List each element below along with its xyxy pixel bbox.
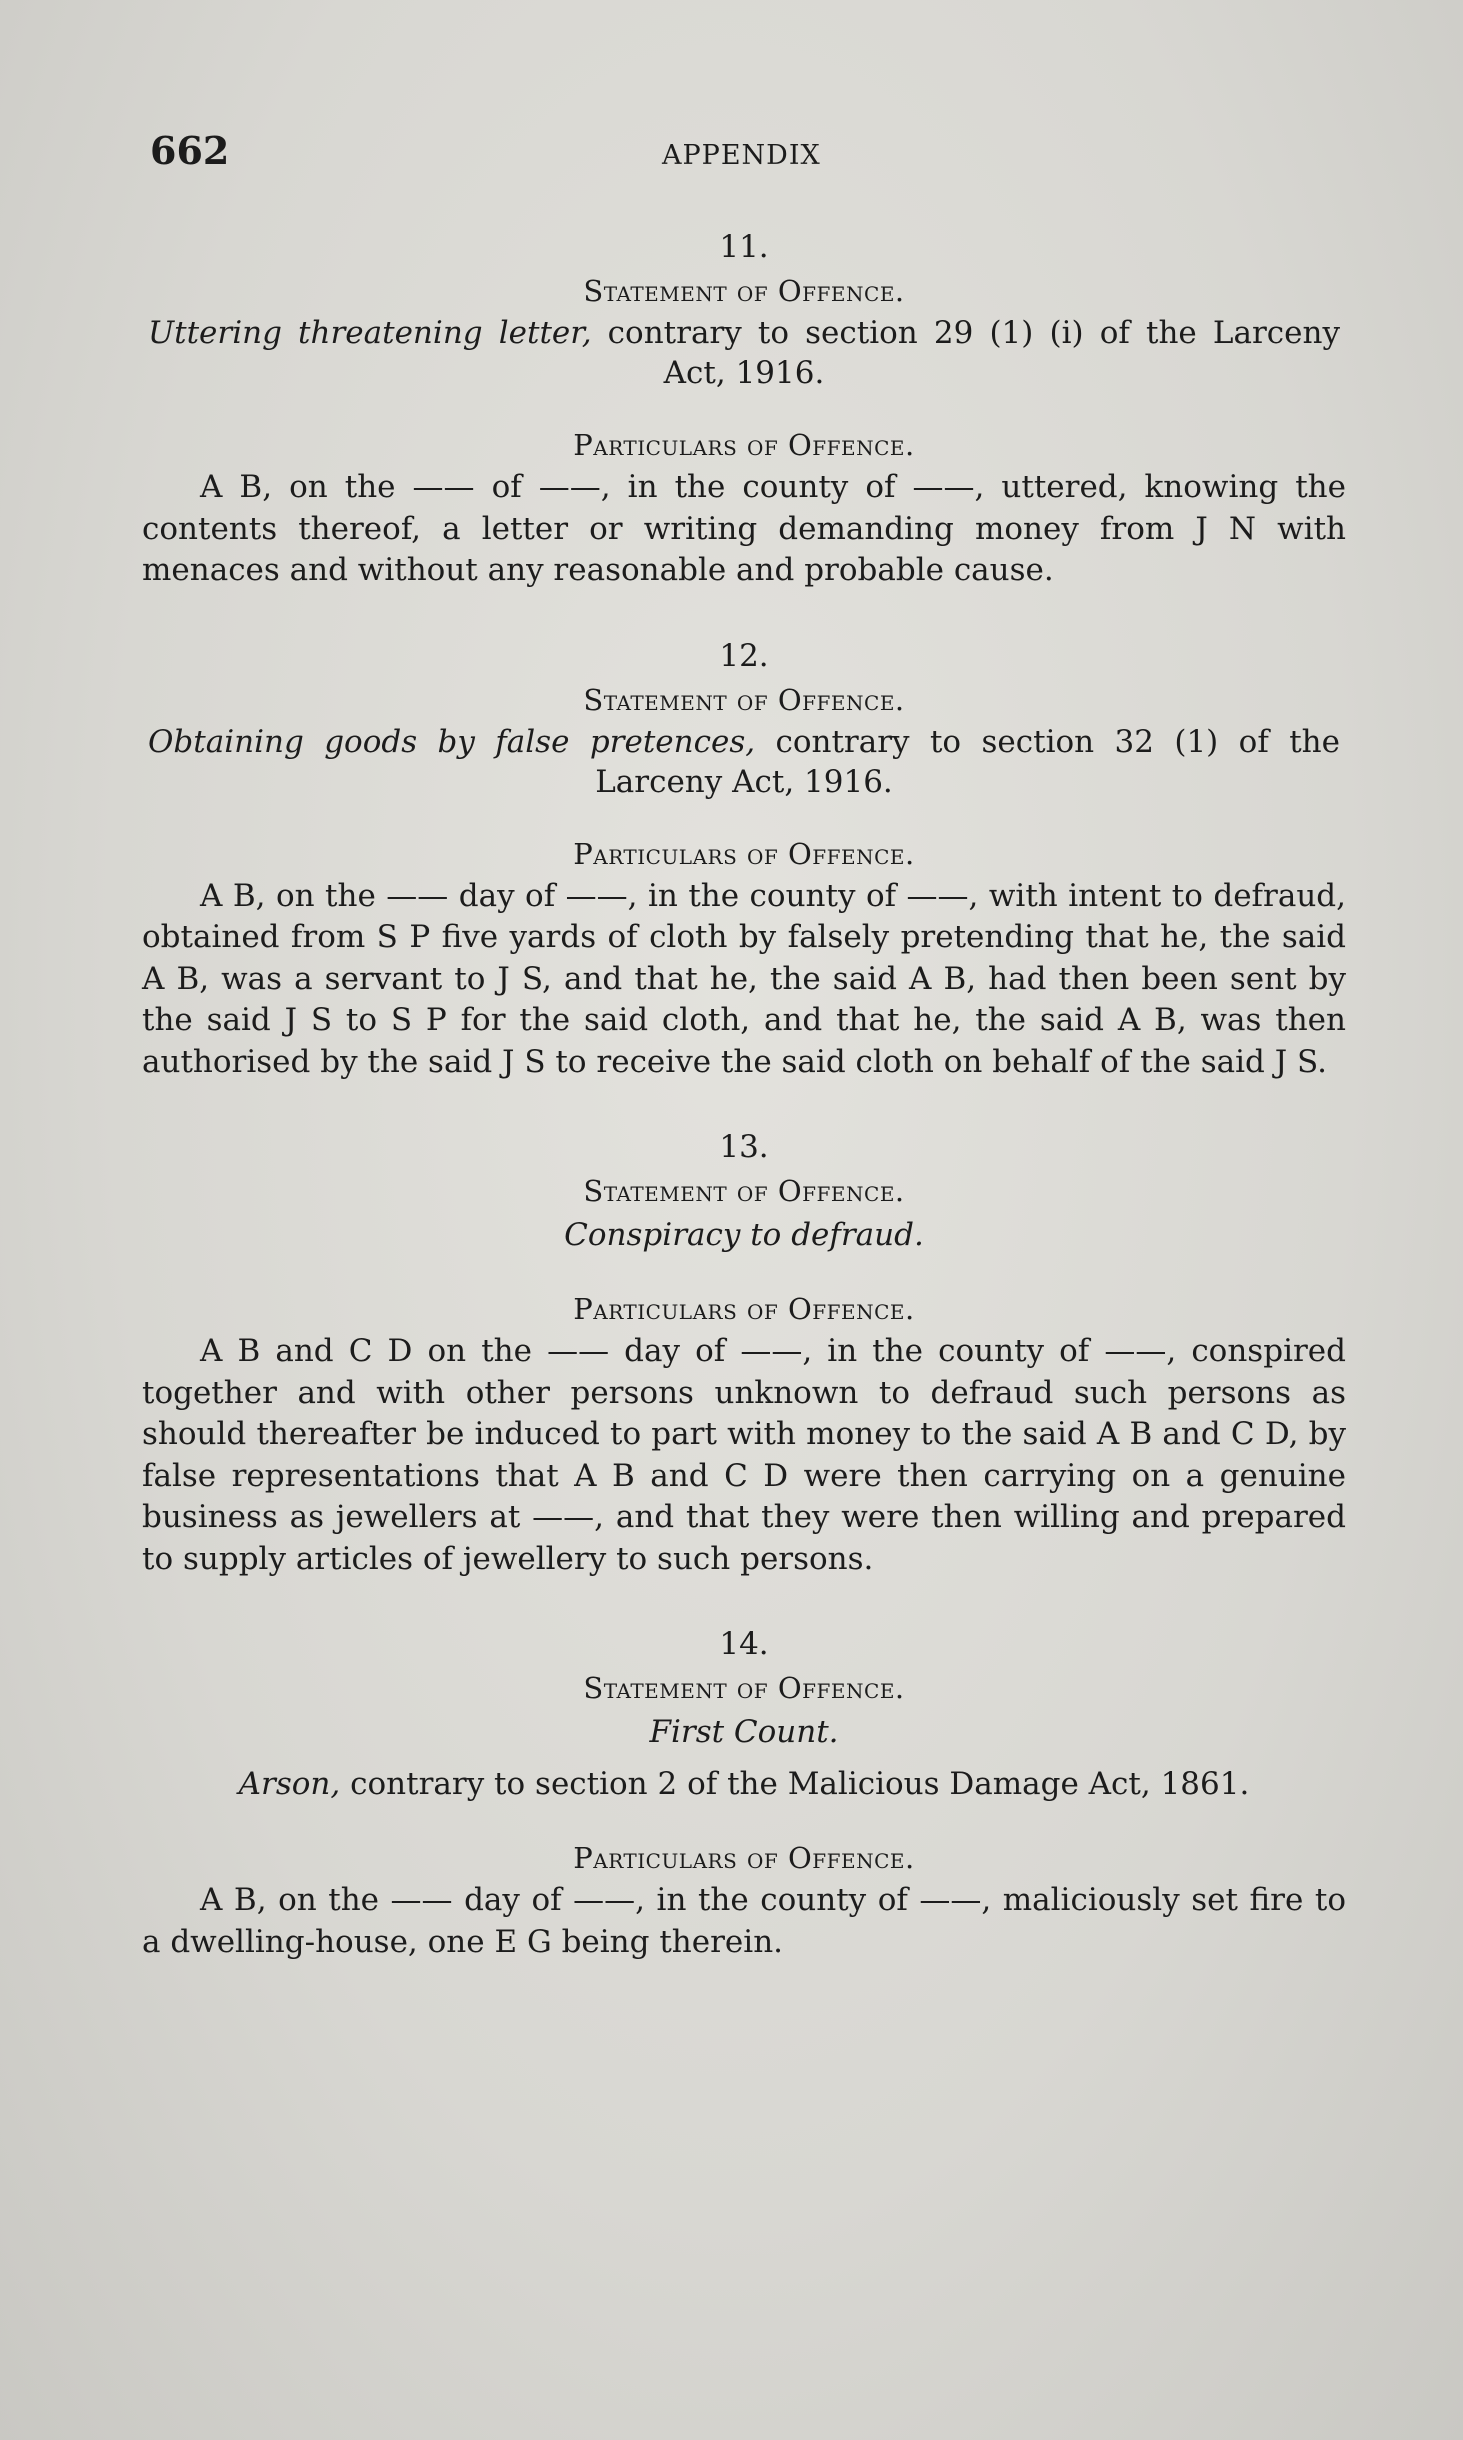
precedent-number: 11. (719, 229, 769, 265)
page-body (128, 225, 1360, 1963)
statement-of-offence (128, 722, 1360, 802)
page-number: 662 (150, 128, 230, 173)
offence-name: Uttering threatening letter, (148, 315, 592, 351)
particulars-heading: Particulars of Offence. (573, 1841, 915, 1875)
statement-heading: Statement of Offence. (583, 274, 905, 308)
particulars-of-offence: A B and C D on the —— day of ——, in the county of ——, conspired together and with other persons unknown to defraud such persons as should thereafter be induced to part with money to the said A B and C D, by false representations that A B and C D were then carrying on a genuine business as jewellers at ——, and that they were then willing and prepared to supply articles of jewellery to such persons. (142, 1333, 1346, 1577)
offence-name: Arson, (238, 1766, 341, 1802)
running-head: APPENDIX (662, 140, 821, 171)
precedent-number: 12. (719, 637, 769, 674)
statement-of-offence (128, 1762, 1360, 1806)
particulars-of-offence: A B, on the —— of ——, in the county of ——, uttered, knowing the contents thereof, a letter or writing demanding money from J N with menaces and without any reasonable and probable cause. (142, 469, 1346, 588)
particulars-heading: Particulars of Offence. (573, 836, 915, 871)
offence-statute: contrary to section 29 (1) (i) of the Larceny Act, 1916. (591, 315, 1340, 391)
precedent-13 (128, 1125, 1360, 1580)
statement-of-offence (128, 313, 1360, 393)
statement-of-offence: Conspiracy to defraud. (564, 1217, 924, 1253)
particulars-of-offence: A B, on the —— day of ——, in the county of ——, with intent to defraud, obtained from S P five yards of cloth by falsely pretending that he, the said A B, was a servant to J S, and that he, the said A B, had then been sent by the said J S to S P for the said cloth, and that he, the said A B, was then authorised by the said J S to receive the said cloth on behalf of the said J S. (142, 877, 1346, 1080)
particulars-heading: Particulars of Offence. (573, 1292, 915, 1326)
statement-heading: Statement of Offence. (583, 682, 905, 717)
precedent-14 (128, 1622, 1360, 1963)
precedent-number: 14. (719, 1626, 769, 1662)
offence-statute: contrary to section 2 of the Malicious Damage Act, 1861. (340, 1766, 1250, 1802)
precedent-number: 13. (719, 1129, 769, 1165)
count-label: First Count. (649, 1714, 839, 1750)
offence-name: Obtaining goods by false pretences, (148, 723, 756, 760)
offence-statute: contrary to section 32 (1) of the Larceny Act, 1916. (595, 723, 1340, 800)
particulars-heading: Particulars of Offence. (573, 428, 915, 462)
statement-heading: Statement of Offence. (583, 1671, 905, 1705)
statement-heading: Statement of Offence. (583, 1174, 905, 1208)
page-header (150, 128, 1350, 188)
particulars-of-offence: A B, on the —— day of ——, in the county of ——, maliciously set fire to a dwelling-house, one E G being therein. (142, 1882, 1346, 1960)
precedent-11 (128, 225, 1360, 592)
precedent-12 (128, 634, 1360, 1084)
